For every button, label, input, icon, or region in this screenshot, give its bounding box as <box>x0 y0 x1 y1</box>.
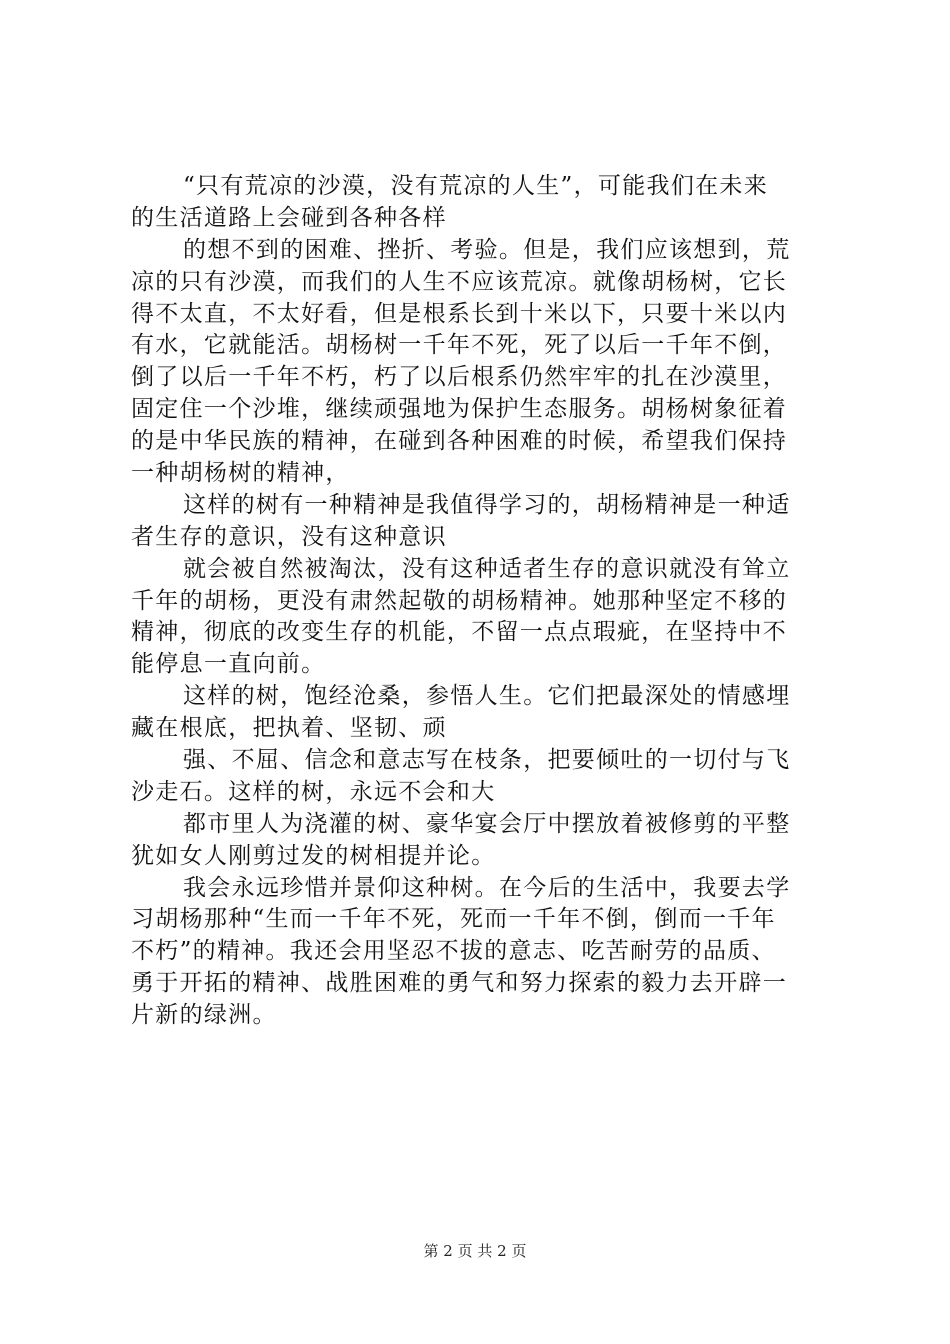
text-line: 藏在根底，把执着、坚韧、顽 <box>131 715 447 742</box>
paragraph-5 <box>131 681 831 745</box>
document-body <box>131 171 831 1032</box>
text-line: 不朽”的精神。我还会用坚忍不拔的意志、吃苦耐劳的品质、 <box>131 938 776 965</box>
text-line: 勇于开拓的精神、战胜困难的勇气和努力探索的毅力去开辟一 <box>131 970 788 997</box>
page-footer <box>0 1240 950 1262</box>
paragraph-1 <box>131 171 831 235</box>
text-line: 就会被自然被淘汰，没有这种适者生存的意识就没有耸立 <box>183 555 791 582</box>
text-line: 能停息一直向前。 <box>131 651 326 678</box>
text-line: 这样的树，饱经沧桑，参悟人生。它们把最深处的情感埋 <box>183 683 791 710</box>
text-line: 片新的绿洲。 <box>131 1002 277 1029</box>
text-line: “只有荒凉的沙漠，没有荒凉的人生”，可能我们在未来 <box>183 173 769 199</box>
text-line: 得不太直，不太好看，但是根系长到十米以下，只要十米以内 <box>131 300 788 327</box>
paragraph-2 <box>131 235 831 490</box>
text-line: 千年的胡杨，更没有肃然起敬的胡杨精神。她那种坚定不移的 <box>131 587 788 614</box>
text-line: 者生存的意识，没有这种意识 <box>131 523 447 550</box>
paragraph-4 <box>131 554 831 682</box>
paragraph-6 <box>131 745 831 809</box>
text-line: 有水，它就能活。胡杨树一千年不死，死了以后一千年不倒， <box>131 332 788 359</box>
paragraph-8 <box>131 873 831 1032</box>
text-line: 精神，彻底的改变生存的机能，不留一点点瑕疵，在坚持中不 <box>131 619 788 646</box>
text-line: 沙走石。这样的树，永远不会和大 <box>131 778 496 805</box>
text-line: 的生活道路上会碰到各种各样 <box>131 204 447 231</box>
text-line: 习胡杨那种“生而一千年不死，死而一千年不倒，倒而一千年 <box>131 906 776 933</box>
text-line: 的想不到的困难、挫折、考验。但是，我们应该想到，荒 <box>183 236 791 263</box>
text-line: 的是中华民族的精神，在碰到各种困难的时候，希望我们保持 <box>131 428 788 455</box>
text-line: 强、不屈、信念和意志写在枝条，把要倾吐的一切付与飞 <box>183 747 791 774</box>
paragraph-3 <box>131 490 831 554</box>
text-line: 这样的树有一种精神是我值得学习的，胡杨精神是一种适 <box>183 491 791 518</box>
page-number-label: 第 2 页 共 2 页 <box>423 1242 527 1260</box>
text-line: 犹如女人刚剪过发的树相提并论。 <box>131 842 496 869</box>
text-line: 都市里人为浇灌的树、豪华宴会厅中摆放着被修剪的平整 <box>183 810 791 837</box>
text-line: 倒了以后一千年不朽，朽了以后根系仍然牢牢的扎在沙漠里， <box>131 364 788 391</box>
text-line: 固定住一个沙堆，继续顽强地为保护生态服务。胡杨树象征着 <box>131 396 788 423</box>
text-line: 一种胡杨树的精神， <box>131 460 350 487</box>
paragraph-7 <box>131 809 831 873</box>
text-line: 凉的只有沙漠，而我们的人生不应该荒凉。就像胡杨树，它长 <box>131 268 788 295</box>
text-line: 我会永远珍惜并景仰这种树。在今后的生活中，我要去学 <box>183 874 791 901</box>
